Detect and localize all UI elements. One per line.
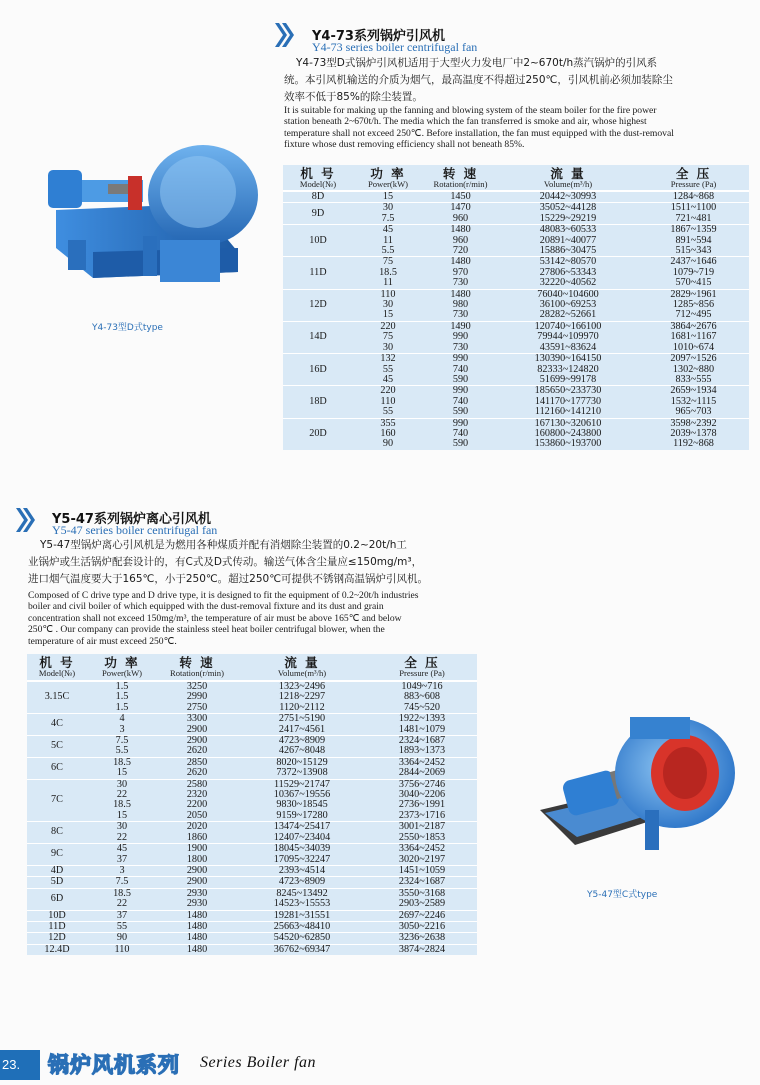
volume-cell: 17095~32247 — [273, 853, 331, 865]
model-cell: 10D — [283, 225, 353, 257]
rotation-cell: 730 — [452, 309, 469, 321]
power-cell: 355 — [353, 418, 423, 429]
power-cell: 55 — [382, 363, 394, 375]
table-row — [283, 343, 749, 354]
col-header-rotation: 转 速 Rotation(r/min) — [423, 165, 498, 191]
table-row — [27, 746, 477, 757]
rotation-cell: 1480 — [157, 933, 237, 944]
table-row — [283, 375, 749, 386]
volume-cell: 15229~29219 — [539, 212, 597, 224]
model-cell: 3.15C — [44, 691, 70, 703]
page-number: 23. — [0, 1050, 40, 1080]
volume-cell: 8020~15129 — [237, 757, 367, 768]
model-cell: 10D — [27, 910, 87, 921]
rotation-cell: 2900 — [157, 865, 237, 876]
pressure-cell: 2437~1646 — [638, 257, 749, 268]
table-row — [27, 811, 477, 822]
model-cell: 4C — [27, 714, 87, 736]
pressure-cell: 2324~1687 — [367, 877, 477, 888]
pressure-cell: 1451~1059 — [367, 865, 477, 876]
rotation-cell: 990 — [423, 418, 498, 429]
rotation-cell: 590 — [452, 438, 469, 450]
volume-cell: 4723~8909 — [237, 736, 367, 747]
table-row — [27, 833, 477, 844]
pressure-cell: 833~555 — [675, 373, 712, 385]
power-cell: 1.5 — [115, 681, 129, 692]
rotation-cell: 2930 — [157, 888, 237, 899]
volume-cell: 185650~233730 — [498, 386, 638, 397]
volume-cell: 19281~31551 — [237, 910, 367, 921]
volume-cell: 15886~30475 — [539, 245, 597, 257]
volume-cell: 32220~40562 — [539, 277, 597, 289]
photo2-caption: Y5-47型C式type — [587, 890, 658, 900]
power-cell: 55 — [87, 921, 157, 932]
power-cell: 15 — [382, 309, 394, 321]
model-cell: 8D — [311, 191, 325, 202]
pressure-cell: 3040~2206 — [398, 789, 446, 801]
table-row — [283, 246, 749, 257]
pressure-cell: 3020~2197 — [398, 853, 446, 865]
power-cell: 18.5 — [113, 799, 131, 811]
section1-title: Y4-73系列锅炉引风机 — [312, 29, 445, 44]
power-cell: 11 — [383, 277, 393, 289]
rotation-cell: 590 — [452, 373, 469, 385]
volume-cell: 28282~52661 — [539, 309, 597, 321]
volume-cell: 25663~48410 — [237, 921, 367, 932]
pressure-cell: 2844~2069 — [398, 767, 446, 779]
table-row — [27, 877, 477, 888]
rotation-cell: 1470 — [423, 203, 498, 214]
rotation-cell: 1860 — [186, 831, 208, 843]
pressure-cell: 1532~1115 — [670, 395, 717, 407]
power-cell: 3 — [87, 865, 157, 876]
model-cell: 11D — [283, 257, 353, 289]
model-cell: 7C — [27, 779, 87, 822]
pressure-cell: 3864~2676 — [638, 321, 749, 332]
section1-description-en: It is suitable for making up the fanning and blowing system of the steam boiler for the fire power station beneath 2~670t/h. The media which the fan transferred is smoke and air, whose highest temperature shall not exceed 250℃. Before installation, the fan must equipped with the dust-removal fixture whose dust removing efficiency shall not beneath 85%. — [284, 105, 674, 151]
table-row — [27, 865, 477, 876]
pressure-cell: 891~594 — [675, 234, 712, 246]
volume-cell: 11529~21747 — [237, 779, 367, 790]
pressure-cell: 3050~2216 — [367, 921, 477, 932]
section2-title: Y5-47系列锅炉离心引风机 — [52, 512, 211, 527]
rotation-cell: 990 — [452, 331, 469, 343]
pressure-cell: 2373~1716 — [398, 809, 446, 821]
rotation-cell: 2850 — [157, 757, 237, 768]
power-cell: 18.5 — [379, 266, 397, 278]
pressure-cell: 1049~716 — [401, 681, 443, 692]
pressure-cell: 3598~2392 — [638, 418, 749, 429]
volume-cell: 36100~69253 — [539, 299, 597, 311]
power-cell: 5.5 — [115, 745, 129, 757]
power-cell: 220 — [353, 386, 423, 397]
volume-cell: 1323~2496 — [278, 681, 326, 692]
power-cell: 160 — [380, 427, 396, 439]
table-row — [27, 768, 477, 779]
table-row — [27, 855, 477, 866]
rotation-cell: 2930 — [186, 898, 208, 910]
rotation-cell: 1490 — [423, 321, 498, 332]
volume-cell: 9159~17280 — [276, 809, 328, 821]
rotation-cell: 2900 — [157, 877, 237, 888]
volume-cell: 130390~164150 — [498, 354, 638, 365]
volume-cell: 2417~4561 — [278, 723, 326, 735]
col-header-rotation: 转 速 Rotation(r/min) — [157, 654, 237, 681]
rotation-cell: 740 — [452, 395, 469, 407]
volume-cell: 35052~44128 — [498, 203, 638, 214]
table-row — [27, 714, 477, 725]
model-cell: 11D — [27, 921, 87, 932]
rotation-cell: 1480 — [157, 921, 237, 932]
pressure-cell: 2039~1378 — [670, 427, 717, 439]
table-row — [283, 439, 749, 449]
power-cell: 45 — [382, 373, 394, 385]
power-cell: 22 — [116, 898, 128, 910]
power-cell: 3 — [119, 723, 125, 735]
photo1-caption: Y4-73型D式type — [92, 323, 163, 333]
power-cell: 5.5 — [381, 245, 395, 257]
power-cell: 7.5 — [87, 877, 157, 888]
power-cell: 1.5 — [115, 701, 129, 713]
volume-cell: 112160~141210 — [534, 406, 602, 418]
pressure-cell: 1079~719 — [672, 266, 715, 278]
power-cell: 45 — [353, 225, 423, 236]
fan-photo-y5-47 — [535, 715, 745, 865]
rotation-cell: 3250 — [186, 681, 208, 692]
rotation-cell: 1900 — [157, 844, 237, 855]
power-cell: 15 — [116, 767, 128, 779]
rotation-cell: 720 — [452, 245, 469, 257]
footer-title-cn: 锅炉风机系列 — [48, 1053, 180, 1077]
table-row — [283, 214, 749, 225]
volume-cell: 43591~83624 — [539, 341, 597, 353]
power-cell: 30 — [87, 779, 157, 790]
pressure-cell: 2550~1853 — [398, 831, 446, 843]
pressure-cell: 1302~880 — [672, 363, 715, 375]
power-cell: 1.5 — [115, 691, 129, 703]
rotation-cell: 990 — [423, 354, 498, 365]
pressure-cell: 1481~1079 — [398, 723, 446, 735]
rotation-cell: 3300 — [157, 714, 237, 725]
pressure-cell: 2829~1961 — [638, 289, 749, 300]
rotation-cell: 2050 — [186, 809, 208, 821]
rotation-cell: 1480 — [423, 289, 498, 300]
pressure-cell: 1192~868 — [673, 438, 714, 450]
rotation-cell: 980 — [452, 299, 469, 311]
col-header-power: 功 率 Power(kW) — [87, 654, 157, 681]
model-cell: 8C — [27, 822, 87, 844]
fan-photo-y4-73 — [48, 140, 273, 300]
pressure-cell: 965~703 — [675, 406, 712, 418]
volume-cell: 4267~8048 — [278, 745, 326, 757]
pressure-cell: 2324~1687 — [367, 736, 477, 747]
power-cell: 30 — [382, 299, 394, 311]
volume-cell: 7372~13908 — [276, 767, 328, 779]
pressure-cell: 2736~1991 — [398, 799, 446, 811]
rotation-cell: 970 — [452, 266, 469, 278]
pressure-cell: 3874~2824 — [367, 944, 477, 955]
rotation-cell: 730 — [452, 341, 469, 353]
table-row — [27, 921, 477, 932]
volume-cell: 1218~2297 — [278, 691, 326, 703]
rotation-cell: 2620 — [186, 745, 208, 757]
volume-cell: 160800~243800 — [534, 427, 602, 439]
power-cell: 110 — [380, 395, 396, 407]
volume-cell: 51699~99178 — [539, 373, 597, 385]
pressure-cell: 1284~868 — [672, 191, 715, 202]
power-cell: 220 — [353, 321, 423, 332]
pressure-cell: 1285~856 — [672, 299, 715, 311]
pressure-cell: 3364~2452 — [367, 844, 477, 855]
pressure-cell: 3364~2452 — [367, 757, 477, 768]
rotation-cell: 2200 — [186, 799, 208, 811]
pressure-cell: 2097~1526 — [638, 354, 749, 365]
volume-cell: 14523~15553 — [273, 898, 331, 910]
rotation-cell: 1480 — [423, 225, 498, 236]
power-cell: 15 — [382, 191, 394, 202]
model-cell: 14D — [283, 321, 353, 353]
section-marker-icon — [14, 506, 36, 534]
power-cell: 110 — [87, 944, 157, 955]
volume-cell: 141170~177730 — [534, 395, 602, 407]
rotation-cell: 2750 — [186, 701, 208, 713]
section1-subtitle: Y4-73 series boiler centrifugal fan — [312, 40, 478, 54]
section1-description-cn: Y4-73型D式锅炉引风机适用于大型火力发电厂中2~670t/h蒸汽锅炉的引风系 统。本引风机输送的介质为烟气，最高温度不得超过250℃，引风机前必须加装除尘 效率不低于85%的除尘装置。 — [284, 57, 673, 103]
power-cell: 22 — [116, 789, 128, 801]
model-cell: 20D — [283, 418, 353, 450]
table-row — [283, 310, 749, 321]
power-cell: 7.5 — [87, 736, 157, 747]
volume-cell: 36762~69347 — [237, 944, 367, 955]
rotation-cell: 2320 — [186, 789, 208, 801]
volume-cell: 76040~104600 — [498, 289, 638, 300]
pressure-cell: 1922~1393 — [367, 714, 477, 725]
table-row — [27, 844, 477, 855]
rotation-cell: 740 — [452, 363, 469, 375]
volume-cell: 9830~18545 — [276, 799, 328, 811]
model-cell: 9C — [27, 844, 87, 866]
model-cell: 4D — [27, 865, 87, 876]
power-cell: 18.5 — [87, 757, 157, 768]
volume-cell: 4723~8909 — [237, 877, 367, 888]
section2-description-cn: Y5-47型锅炉离心引风机是为燃用各种煤质并配有消烟除尘装置的0.2~20t/h工 业锅炉或生活锅炉配套设计的，有C式及D式传动。输送气体含尘量应≤150mg/m³， 进口烟气温度要大于165℃，小于250℃。超过250℃可提供不锈钢高温锅炉引风机。 — [28, 539, 428, 585]
pressure-cell: 3550~3168 — [367, 888, 477, 899]
pressure-cell: 2659~1934 — [638, 386, 749, 397]
model-cell: 9D — [283, 203, 353, 225]
volume-cell: 2393~4514 — [237, 865, 367, 876]
pressure-cell: 570~415 — [675, 277, 712, 289]
rotation-cell: 2900 — [157, 736, 237, 747]
rotation-cell: 2580 — [157, 779, 237, 790]
y5-47-spec-table — [27, 654, 477, 955]
y4-73-spec-table — [283, 165, 749, 450]
pressure-cell: 712~495 — [675, 309, 712, 321]
power-cell: 90 — [382, 438, 394, 450]
volume-cell: 1120~2112 — [279, 701, 325, 713]
col-header-volume: 流 量 Volume(m³/h) — [237, 654, 367, 681]
rotation-cell: 2990 — [186, 691, 208, 703]
table-row — [283, 225, 749, 236]
model-cell: 16D — [283, 354, 353, 386]
pressure-cell: 1867~1359 — [638, 225, 749, 236]
power-cell: 30 — [382, 341, 394, 353]
volume-cell: 167130~320610 — [498, 418, 638, 429]
col-header-power: 功 率 Power(kW) — [353, 165, 423, 191]
rotation-cell: 590 — [452, 406, 469, 418]
table-row — [27, 725, 477, 736]
rotation-cell: 960 — [452, 212, 469, 224]
footer-title-en: Series Boiler fan — [200, 1054, 317, 1071]
table-row — [27, 933, 477, 944]
power-cell: 30 — [87, 822, 157, 833]
model-cell: 5C — [27, 736, 87, 758]
table-row — [27, 910, 477, 921]
volume-cell: 13474~25417 — [237, 822, 367, 833]
volume-cell: 20891~40077 — [539, 234, 597, 246]
model-cell: 18D — [283, 386, 353, 418]
pressure-cell: 721~481 — [675, 212, 712, 224]
power-cell: 30 — [353, 203, 423, 214]
model-cell: 5D — [27, 877, 87, 888]
power-cell: 75 — [382, 331, 394, 343]
model-cell: 12D — [283, 289, 353, 321]
pressure-cell: 1893~1373 — [398, 745, 446, 757]
volume-cell: 12407~23404 — [273, 831, 331, 843]
section2-description-en: Composed of C drive type and D drive type, it is designed to fit the equipment of 0.2~20t/h industries boiler and civil boiler of which equipped with the dust-removal fixture and its dust and grain concentration shall not exceed 150mg/m³, the temperature of air must be above 165℃ and below 250℃ . Our company can provide the stainless steel heat boiler centrifugal blower, when the temperature of air must exceed 250℃. — [28, 590, 419, 647]
table-row — [283, 354, 749, 365]
volume-cell: 27806~53343 — [539, 266, 597, 278]
col-header-model: 机 号 Model(№) — [27, 654, 87, 681]
power-cell: 132 — [353, 354, 423, 365]
pressure-cell: 515~343 — [675, 245, 712, 257]
col-header-pressure: 全 压 Pressure (Pa) — [367, 654, 477, 681]
table-row — [27, 899, 477, 910]
volume-cell: 54520~62850 — [237, 933, 367, 944]
pressure-cell: 745~520 — [403, 701, 441, 713]
pressure-cell: 3236~2638 — [367, 933, 477, 944]
section2-subtitle: Y5-47 series boiler centrifugal fan — [52, 523, 218, 537]
col-header-volume: 流 量 Volume(m³/h) — [498, 165, 638, 191]
table-row — [27, 703, 477, 714]
volume-cell: 10367~19556 — [273, 789, 331, 801]
table-row — [283, 191, 749, 203]
volume-cell: 48083~60533 — [498, 225, 638, 236]
model-cell: 6D — [27, 888, 87, 910]
power-cell: 45 — [87, 844, 157, 855]
power-cell: 55 — [382, 406, 394, 418]
table-row — [27, 944, 477, 955]
rotation-cell: 740 — [452, 427, 469, 439]
volume-cell: 20442~30993 — [539, 191, 597, 202]
volume-cell: 153860~193700 — [534, 438, 602, 450]
pressure-cell: 3756~2746 — [367, 779, 477, 790]
table-row — [283, 407, 749, 418]
rotation-cell: 1480 — [157, 910, 237, 921]
pressure-cell: 1010~674 — [672, 341, 715, 353]
volume-cell: 120740~166100 — [498, 321, 638, 332]
pressure-cell: 3001~2187 — [367, 822, 477, 833]
volume-cell: 18045~34039 — [237, 844, 367, 855]
section-marker-icon — [273, 21, 295, 49]
col-header-model: 机 号 Model(№) — [283, 165, 353, 191]
rotation-cell: 960 — [452, 234, 469, 246]
power-cell: 11 — [383, 234, 393, 246]
power-cell: 110 — [353, 289, 423, 300]
model-cell: 12D — [27, 933, 87, 944]
volume-cell: 79944~109970 — [537, 331, 599, 343]
power-cell: 18.5 — [87, 888, 157, 899]
power-cell: 75 — [353, 257, 423, 268]
volume-cell: 53142~80570 — [498, 257, 638, 268]
pressure-cell: 1511~1100 — [638, 203, 749, 214]
volume-cell: 82333~124820 — [537, 363, 599, 375]
rotation-cell: 730 — [452, 277, 469, 289]
rotation-cell: 1480 — [423, 257, 498, 268]
pressure-cell: 2903~2589 — [398, 898, 446, 910]
power-cell: 4 — [87, 714, 157, 725]
pressure-cell: 1681~1167 — [670, 331, 717, 343]
col-header-pressure: 全 压 Pressure (Pa) — [638, 165, 749, 191]
pressure-cell: 883~608 — [403, 691, 441, 703]
model-cell: 12.4D — [27, 944, 87, 955]
power-cell: 7.5 — [381, 212, 395, 224]
power-cell: 37 — [87, 910, 157, 921]
model-cell: 6C — [27, 757, 87, 779]
rotation-cell: 1800 — [186, 853, 208, 865]
rotation-cell: 990 — [423, 386, 498, 397]
power-cell: 15 — [116, 809, 128, 821]
pressure-cell: 2697~2246 — [367, 910, 477, 921]
rotation-cell: 1480 — [157, 944, 237, 955]
power-cell: 22 — [116, 831, 128, 843]
rotation-cell: 2900 — [186, 723, 208, 735]
power-cell: 37 — [116, 853, 128, 865]
table-row — [283, 278, 749, 289]
volume-cell: 8245~13492 — [237, 888, 367, 899]
rotation-cell: 1450 — [450, 191, 471, 202]
rotation-cell: 2020 — [157, 822, 237, 833]
volume-cell: 2751~5190 — [237, 714, 367, 725]
rotation-cell: 2620 — [186, 767, 208, 779]
power-cell: 90 — [87, 933, 157, 944]
